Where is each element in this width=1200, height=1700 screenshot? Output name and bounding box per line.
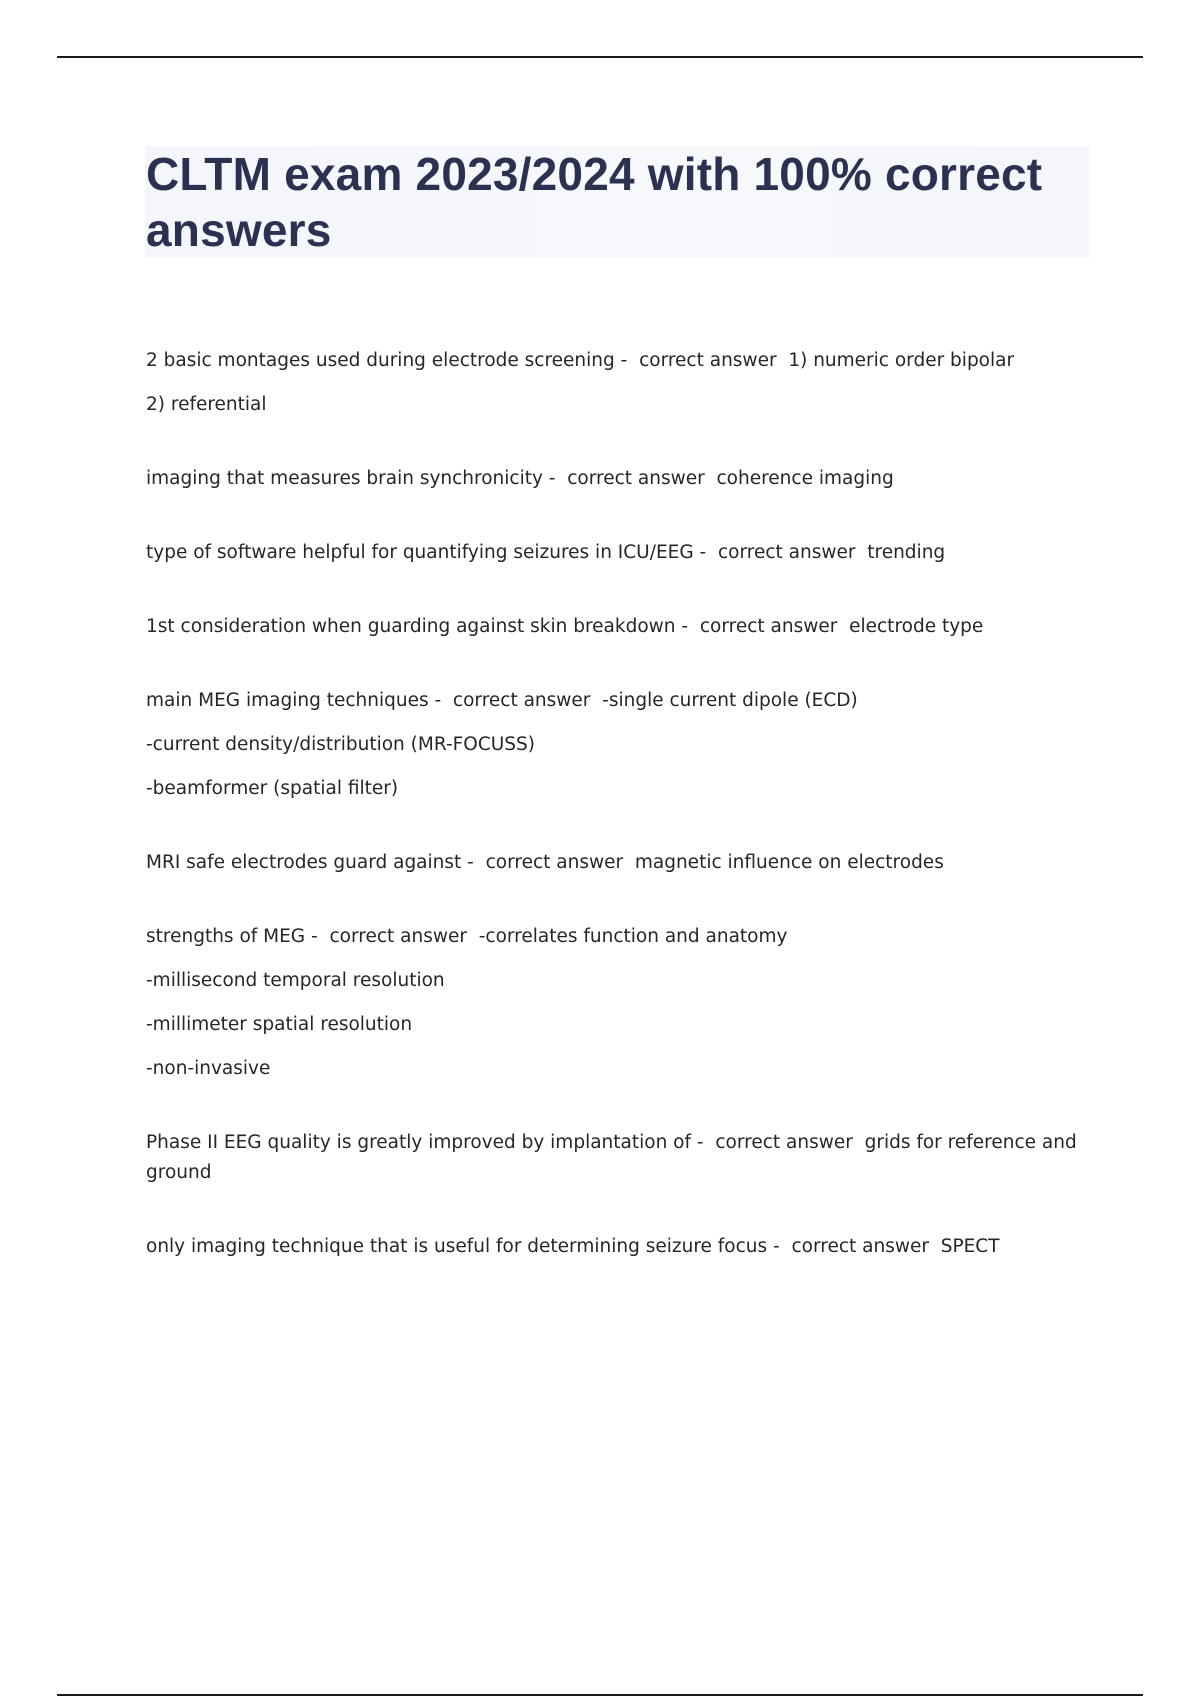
qa-entry — [146, 538, 1086, 568]
qa-entry — [146, 346, 1086, 420]
answer-text: electrode type — [849, 616, 984, 637]
answer-label: correct answer — [699, 616, 838, 637]
question-text: strengths of MEG - — [146, 926, 318, 947]
bottom-rule — [57, 1694, 1143, 1696]
answer-label: correct answer — [329, 926, 467, 947]
question-text: Phase II EEG quality is greatly improved by implantation of - — [146, 1132, 704, 1153]
answer-label: correct answer — [639, 350, 777, 371]
answer-text: 1) numeric order bipolar — [788, 350, 1015, 371]
page-title: CLTM exam 2023/2024 with 100% correct answers — [146, 148, 1043, 256]
qa-entry — [146, 612, 1086, 642]
question-text: imaging that measures brain synchronicity - — [146, 468, 556, 489]
top-rule — [57, 56, 1143, 58]
answer-text: -single current dipole (ECD) — [602, 690, 858, 711]
answer-text: -beamformer (spatial filter) — [146, 778, 399, 799]
answer-label: correct answer — [567, 468, 705, 489]
qa-list — [146, 346, 1086, 1306]
answer-text: SPECT — [940, 1236, 1000, 1257]
answer-text: 2) referential — [146, 394, 267, 415]
qa-entry — [146, 1128, 1086, 1188]
answer-text: -correlates function and anatomy — [478, 926, 788, 947]
question-text: only imaging technique that is useful for determining seizure focus - — [146, 1236, 780, 1257]
question-text: 2 basic montages used during electrode screening - — [146, 350, 628, 371]
answer-text: grids for reference and ground — [146, 1132, 1083, 1183]
answer-text: trending — [867, 542, 946, 563]
answer-text: -millimeter spatial resolution — [146, 1014, 413, 1035]
answer-label: correct answer — [791, 1236, 929, 1257]
qa-entry — [146, 1232, 1086, 1262]
answer-text: -non-invasive — [146, 1058, 271, 1079]
qa-entry — [146, 848, 1086, 878]
answer-text: -millisecond temporal resolution — [146, 970, 445, 991]
answer-label: correct answer — [452, 690, 591, 711]
answer-text: -current density/distribution (MR-FOCUSS) — [146, 734, 535, 755]
answer-label: correct answer — [718, 542, 856, 563]
qa-entry — [146, 464, 1086, 494]
question-text: MRI safe electrodes guard against - — [146, 852, 474, 873]
qa-entry — [146, 922, 1086, 1084]
qa-entry — [146, 686, 1086, 804]
answer-label: correct answer — [485, 852, 624, 873]
question-text: main MEG imaging techniques - — [146, 690, 442, 711]
question-text: 1st consideration when guarding against skin breakdown - — [146, 616, 689, 637]
answer-text: magnetic influence on electrodes — [634, 852, 944, 873]
question-text: type of software helpful for quantifying seizures in ICU/EEG - — [146, 542, 707, 563]
answer-text: coherence imaging — [716, 468, 894, 489]
answer-label: correct answer — [715, 1132, 853, 1153]
